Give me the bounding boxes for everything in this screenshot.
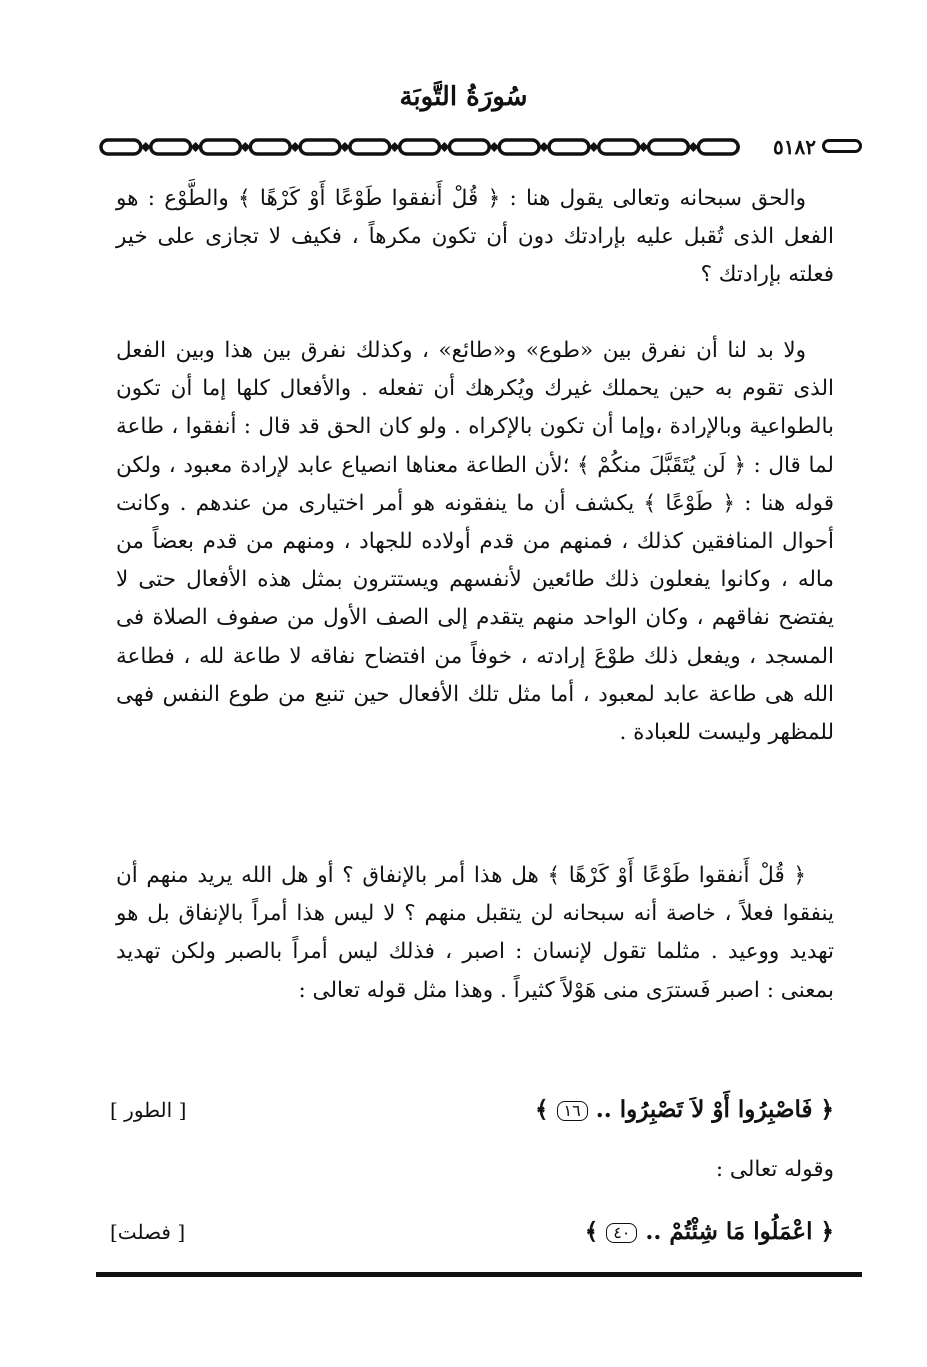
verse-2-close: ﴾ [584,1218,607,1245]
verse-1-close: ﴾ [535,1096,557,1123]
ornament-link [400,140,440,154]
paragraph-2-text: ولا بد لنا أن نفرق بين «طوع» و«طائع» ، وكذلك نفرق بين هذا وبين الفعل الذى تقوم به حين يحملك غيرك ويُكرهك أن تفعله . والأفعال كلها إما أن تكون بالطواعية وبالإرادة ،وإما أن تكون بالإكراه . ولو كان الحق قد قال : أنفقوا ، طاعة لما قال : ﴿ لَن يُتَقَبَّلَ منكُمْ ﴾ ؛لأن الطاعة معناها انصياع عابد لإرادة معبود ، ولكن قوله هنا : ﴿ طَوْعًا ﴾ يكشف أن ما ينفقونه هو أمر اختيارى من عندهم . وكانت أحوال المنافقين كذلك ، فمنهم من قدم أولاده للجهاد ، ومنهم من قدم بعضاً من ماله ، وكانوا يفعلون ذلك طائعين لأنفسهم ويستترون بمثل هذه الأفعال حتى لا يفتضح نفاقهم ، وكان الواحد منهم يتقدم إلى الصف الأول من صفوف الصلاة فى المسجد ، ويفعل ذلك طوْعَ إرادته ، خوفاً من افتضاح نفاقه لا طاعة لله ، فطاعة الله هى طاعة عابد لمعبود ، أما مثل تلك الأفعال حين تنبع من طوع النفس فهى للمظهر وليست للعبادة . [116,338,834,746]
verse-1-number: ١٦ [557,1101,588,1121]
paragraph-3-text: ﴿ قُلْ أَنفقوا طَوْعًا أَوْ كَرْهًا ﴾ هل هذا أمر بالإنفاق ؟ أو هل الله يريد منهم أن ينفقوا فعلاً ، خاصة أنه سبحانه لن يتقبل منهم ؟ لا ليس هذا أمراً بالإنفاق بل هو تهديد ووعيد . مثلما تقول لإنسان : اصبر ، فذلك ليس أمراً بالصبر ولكن تهديد بمعنى : اصبر فَسترَى منى هَوْلاً كثيراً . وهذا مثل قوله تعالى : [116,863,834,1003]
verse-2-intro: وقوله تعالى : [715,1157,834,1182]
ornament-link [300,140,340,154]
paragraph-1 [116,180,834,295]
ornament-cap [822,139,862,153]
paragraph-2 [116,332,834,752]
ornament-link [201,140,241,154]
ornament-link [649,140,689,154]
ornament-link [698,140,738,154]
verse-1-text: ﴿ فَاصْبِرُوا أَوْ لاَ تَصْبِرُوا .. [587,1096,834,1123]
quran-verse-2 [110,1212,834,1252]
ornament-link [549,140,589,154]
verse-1 [535,1090,834,1130]
ornament-link [449,140,489,154]
page-number: ٥١٨٢ [773,135,816,159]
verse-1-reference: [ الطور ] [110,1098,187,1122]
paragraph-3 [116,857,834,1010]
verse-2-reference: [ فصلت] [110,1220,186,1244]
ornament-link [599,140,639,154]
bottom-rule [96,1272,862,1277]
ornament-link [101,140,141,154]
ornament-link [250,140,290,154]
surah-title: سُورَةُ التَّوبَة [399,82,528,112]
ornament-chain [97,135,769,159]
verse-2-number: ٤٠ [606,1223,637,1243]
verse-2-text: ﴿ اعْمَلُوا مَا شِئْتُمْ .. [637,1218,834,1245]
quran-verse-1 [110,1090,834,1130]
header-ornament [97,135,862,159]
ornament-link [499,140,539,154]
verse-2 [585,1212,834,1252]
ornament-link [151,140,191,154]
paragraph-1-text: والحق سبحانه وتعالى يقول هنا : ﴿ قُلْ أَنفقوا طَوْعًا أَوْ كَرْهًا ﴾ والطَّوْع : هو الفعل الذى تُقبل عليه بإرادتك دون أن تكون مكرهاً ، فكيف لا تجازى على خير فعلته بإرادتك ؟ [116,186,834,288]
ornament-link [350,140,390,154]
